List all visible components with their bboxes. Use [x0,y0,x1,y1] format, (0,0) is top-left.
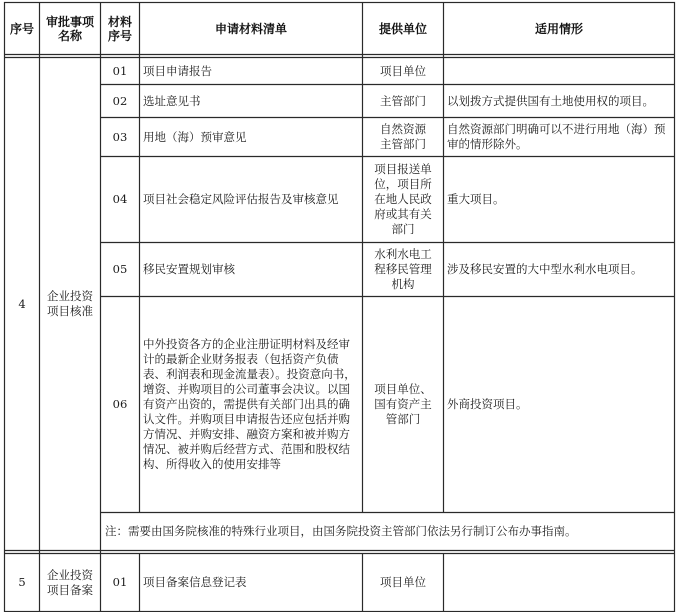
header-material-list: 申请材料清单 [214,21,287,36]
header-situation: 适用情形 [534,21,583,36]
row-provider: 自然资源 主管部门 [380,122,426,151]
row-provider: 项目单位 [380,575,426,589]
row-provider: 项目单位、 国有资产主 管部门 [374,382,432,426]
row-material: 中外投资各方的企业注册证明材料及经审计的最新企业财务报表（包括资产负债表、利润表和现金流量表）。投资意向书，增资、并购项目的公司董事会决议。以国有资产出资的，需提供有关部门出具的确认文件。并购项目申请报告还应包括并购方情况、并购安排、融资方案和被并购方情况、被并购后经营方式、范围和股权结构、所得收入的使用安排等 [143,337,356,471]
header-item-name: 审批事项 名称 [45,14,94,43]
group-5-seq: 5 [18,575,26,589]
row-material-no: 02 [112,93,128,108]
header-seq: 序号 [9,21,34,36]
group-5-name: 企业投资 项目备案 [47,567,93,597]
row-situation: 以划拨方式提供国有土地使用权的项目。 [447,93,654,108]
row-material: 项目申请报告 [143,63,212,78]
row-provider: 主管部门 [380,93,426,108]
row-situation: 自然资源部门明确可以不进行用地（海）预审的情形除外。 [447,122,666,151]
row-situation [444,58,674,84]
row-material-no: 01 [112,575,128,589]
row-material: 用地（海）预审意见 [143,129,247,144]
group-4-name: 企业投资 项目核准 [47,289,93,318]
header-material-no: 材料 序号 [107,14,132,43]
row-material-no: 05 [112,262,128,276]
row-material-no: 04 [112,192,128,206]
header-provider: 提供单位 [378,21,427,36]
group-4-note: 注：需要由国务院核准的特殊行业项目，由国务院投资主管部门依法另行制订公布办事指南。 [105,524,577,538]
row-situation: 涉及移民安置的大中型水利水电项目。 [447,262,643,276]
row-situation: 重大项目。 [447,192,505,206]
row-material-no: 01 [112,63,128,78]
row-provider: 水利水电工 程移民管理 机构 [374,247,432,291]
row-situation [444,554,674,611]
row-provider: 项目报送单 位，项目所 在地人民政 府或其有关 部门 [374,162,432,236]
row-situation: 外商投资项目。 [447,397,528,411]
row-material-no: 03 [112,129,128,144]
row-material: 移民安置规划审核 [143,262,235,276]
row-material: 项目社会稳定风险评估报告及审核意见 [143,192,339,206]
row-provider: 项目单位 [380,63,426,78]
row-material: 选址意见书 [143,93,201,108]
row-material: 项目备案信息登记表 [143,575,247,589]
row-material-no: 06 [112,397,128,411]
group-4-seq: 4 [18,296,26,311]
